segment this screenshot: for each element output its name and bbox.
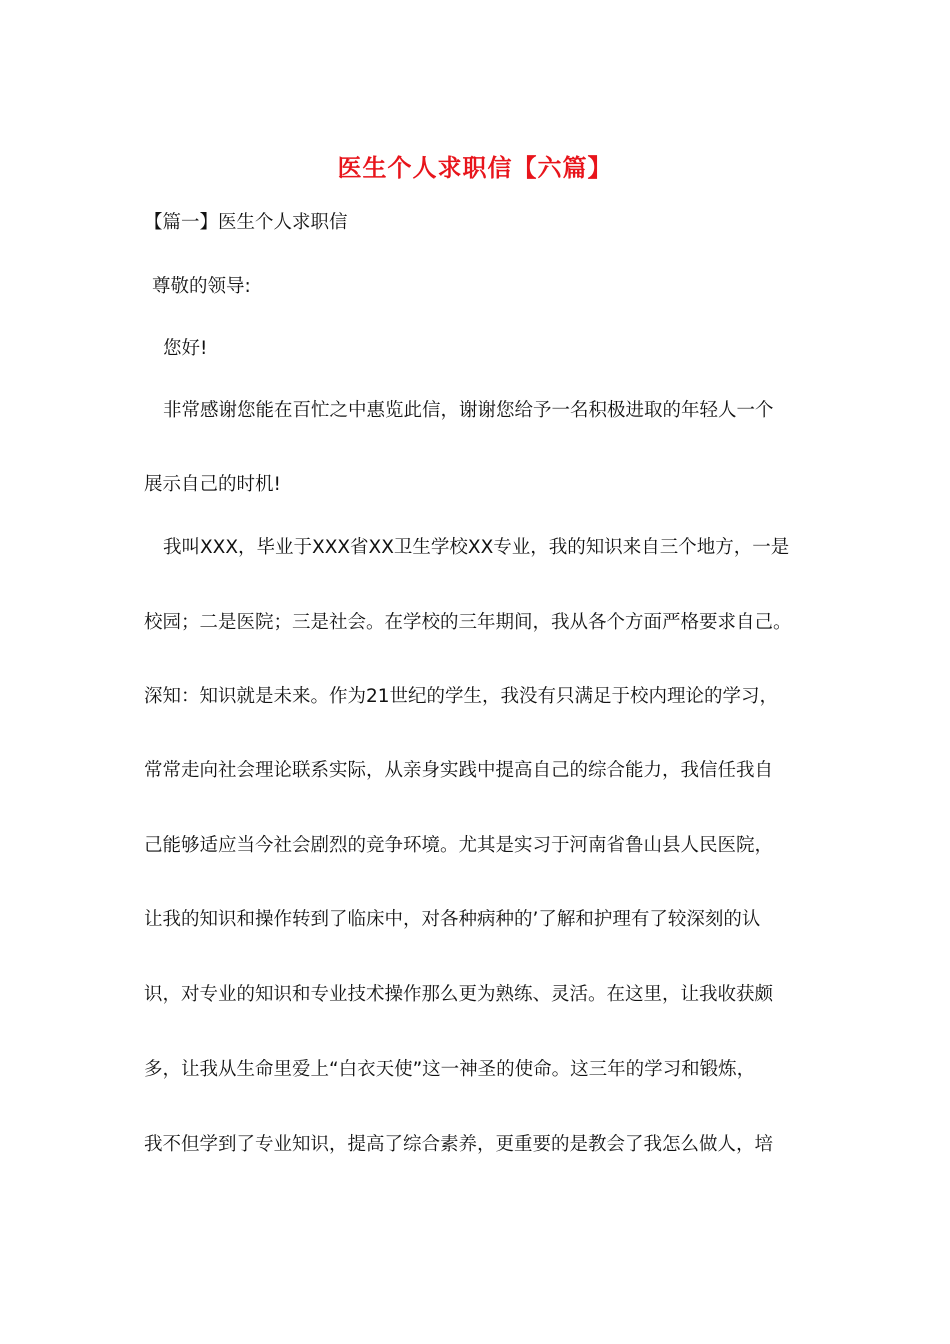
paragraph-line: 己能够适应当今社会剧烈的竞争环境。尤其是实习于河南省鲁山县人民医院， bbox=[144, 835, 774, 856]
greeting: 您好! bbox=[163, 338, 208, 359]
paragraph-line: 我不但学到了专业知识，提高了综合素养，更重要的是教会了我怎么做人，培 bbox=[144, 1134, 774, 1155]
paragraph-line: 让我的知识和操作转到了临床中，对各种病种的’了解和护理有了较深刻的认 bbox=[144, 909, 761, 930]
paragraph-line: 识，对专业的知识和专业技术操作那么更为熟练、灵活。在这里，让我收获颇 bbox=[144, 984, 774, 1005]
paragraph-line: 多，让我从生命里爱上“白衣天使”这一神圣的使命。这三年的学习和锻炼， bbox=[144, 1059, 756, 1080]
paragraph-line: 展示自己的时机! bbox=[144, 474, 281, 495]
paragraph-line: 深知：知识就是未来。作为21世纪的学生，我没有只满足于校内理论的学习， bbox=[144, 686, 779, 707]
paragraph-line: 校园；二是医院；三是社会。在学校的三年期间，我从各个方面严格要求自己。 bbox=[144, 612, 792, 633]
salutation: 尊敬的领导: bbox=[152, 276, 251, 297]
paragraph-line: 非常感谢您能在百忙之中惠览此信，谢谢您给予一名积极进取的年轻人一个 bbox=[163, 400, 774, 421]
document-title: 医生个人求职信【六篇】 bbox=[337, 153, 613, 182]
paragraph-line: 常常走向社会理论联系实际，从亲身实践中提高自己的综合能力，我信任我自 bbox=[144, 760, 774, 781]
section-heading: 【篇一】医生个人求职信 bbox=[144, 212, 348, 233]
paragraph-line: 我叫XXX，毕业于XXX省XX卫生学校XX专业，我的知识来自三个地方，一是 bbox=[163, 537, 790, 558]
